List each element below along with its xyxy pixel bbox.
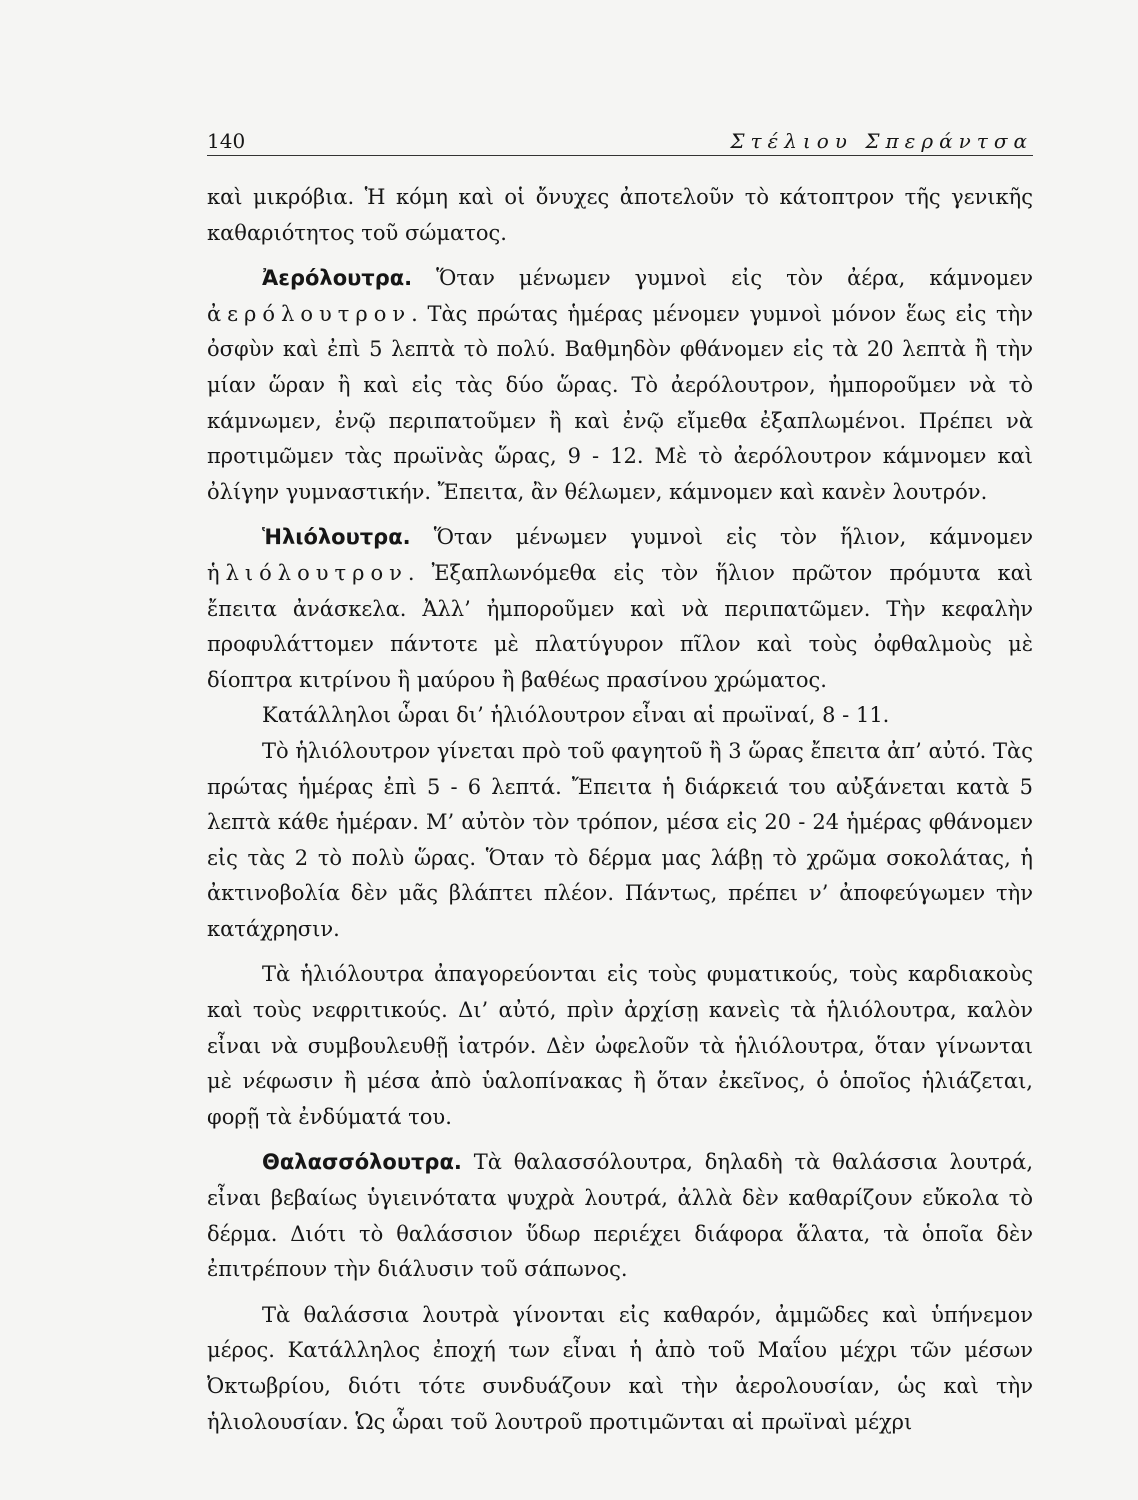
paragraph-text: Τὰ θαλασσόλουτρα, δηλαδὴ τὰ θαλάσσια λουτρά, εἶναι βεβαίως ὑγιεινότατα ψυχρὰ λουτρά, ἀλλὰ δὲν καθαρίζουν εὔκολα τὸ δέρμα. Διότι τὸ θαλάσσιον ὕδωρ περιέχει διάφορα ἅλατα, τὰ ὁποῖα δὲν ἐπιτρέπουν τὴν διάλυσιν τοῦ σάπωνος. bbox=[207, 1150, 1033, 1282]
section-heading-sun-baths: Ἡλιόλουτρα. bbox=[262, 525, 411, 550]
header-rule bbox=[207, 155, 1033, 156]
paragraph-sea-place bbox=[207, 1298, 1033, 1440]
paragraph-text: . Ἐξαπλωνόμεθα εἰς τὸν ἥλιον πρῶτον πρόμυτα καὶ ἔπειτα ἀνάσκελα. Ἀλλ’ ἠμποροῦμεν καὶ νὰ περιπατῶμεν. Τὴν κεφαλὴν προφυλάττομεν πάντοτε μὲ πλατύγυρον πῖλον καὶ τοὺς ὀφθαλμοὺς μὲ δίοπτρα κιτρίνου ἢ μαύρου ἢ βαθέως πρασίνου χρώματος. bbox=[207, 560, 1033, 692]
paragraph-text: Τὸ ἡλιόλουτρον γίνεται πρὸ τοῦ φαγητοῦ ἢ 3 ὥρας ἔπειτα ἀπ’ αὐτό. Τὰς πρώτας ἡμέρας ἐπὶ 5 - 6 λεπτά. Ἔπειτα ἡ διάρκειά του αὐξάνεται κατὰ 5 λεπτὰ κάθε ἡμέραν. Μ’ αὐτὸν τὸν τρόπον, μέσα εἰς 20 - 24 ἡμέρας φθάνομεν εἰς τὰς 2 τὸ πολὺ ὥρας. Ὅταν τὸ δέρμα μας λάβῃ τὸ χρῶμα σοκολάτας, ἡ ἀκτινοβολία δὲν μᾶς βλάπτει πλέον. Πάντως, πρέπει ν’ ἀποφεύγωμεν τὴν κατάχρησιν. bbox=[207, 738, 1033, 941]
body-text bbox=[207, 180, 1033, 1440]
paragraph-text: καὶ μικρόβια. Ἡ κόμη καὶ οἱ ὄνυχες ἀποτελοῦν τὸ κάτοπτρον τῆς γενικῆς καθαριότητος τοῦ σώματος. bbox=[207, 185, 1033, 245]
page-number: 140 bbox=[207, 129, 246, 153]
paragraph-intro bbox=[207, 180, 1033, 251]
page-header bbox=[207, 119, 1033, 153]
paragraph-sun-baths bbox=[207, 520, 1033, 698]
paragraph-air-baths bbox=[207, 261, 1033, 510]
paragraph-text: Τὰ ἡλιόλουτρα ἀπαγορεύονται εἰς τοὺς φυματικούς, τοὺς καρδιακοὺς καὶ τοὺς νεφριτικούς. Δι’ αὐτό, πρὶν ἀρχίσῃ κανεὶς τὰ ἡλιόλουτρα, καλὸν εἶναι νὰ συμβουλευθῇ ἰατρόν. Δὲν ὠφελοῦν τὰ ἡλιόλουτρα, ὅταν γίνωνται μὲ νέφωσιν ἢ μέσα ἀπὸ ὑαλοπίνακας ἢ ὅταν ἐκεῖνος, ὁ ὁποῖος ἡλιάζεται, φορῇ τὰ ἐνδύματά του. bbox=[207, 962, 1033, 1129]
paragraph-sun-hours bbox=[207, 698, 1033, 734]
paragraph-text: Τὰ θαλάσσια λουτρὰ γίνονται εἰς καθαρόν, ἀμμῶδες καὶ ὑπήνεμον μέρος. Κατάλληλος ἐποχή των εἶναι ἡ ἀπὸ τοῦ Μαΐου μέχρι τῶν μέσων Ὀκτωβρίου, διότι τότε συνδυάζουν καὶ τὴν ἀερολουσίαν, ὡς καὶ τὴν ἡλιολουσίαν. Ὡς ὧραι τοῦ λουτροῦ προτιμῶνται αἱ πρωϊναὶ μέχρι bbox=[207, 1302, 1033, 1434]
section-heading-air-baths: Ἀερόλουτρα. bbox=[262, 266, 413, 291]
paragraph-sun-duration bbox=[207, 734, 1033, 948]
running-head-author: Στέλιου Σπεράντσα bbox=[730, 129, 1033, 153]
paragraph-text: Ὅταν μένωμεν γυμνοὶ εἰς τὸν ἀέρα, κάμνομεν bbox=[412, 266, 1033, 291]
paragraph-text: Κατάλληλοι ὧραι δι’ ἡλιόλουτρον εἶναι αἱ πρωϊναί, 8 - 11. bbox=[262, 703, 890, 728]
section-heading-sea-baths: Θαλασσόλουτρα. bbox=[262, 1150, 462, 1175]
paragraph-sea-baths bbox=[207, 1145, 1033, 1287]
spaced-term: ἡλιόλουτρον bbox=[207, 560, 408, 585]
spaced-term: ἀερόλουτρον bbox=[207, 301, 412, 326]
paragraph-text: Ὅταν μένωμεν γυμνοὶ εἰς τὸν ἥλιον, κάμνομεν bbox=[410, 525, 1033, 550]
paragraph-text: . Τὰς πρώτας ἡμέρας μένομεν γυμνοὶ μόνον ἕως εἰς τὴν ὀσφὺν καὶ ἐπὶ 5 λεπτὰ τὸ πολύ. Βαθμηδὸν φθάνομεν εἰς τὰ 20 λεπτὰ ἢ τὴν μίαν ὥραν ἢ καὶ εἰς τὰς δύο ὥρας. Τὸ ἀερόλουτρον, ἠμποροῦμεν νὰ τὸ κάμνωμεν, ἐνῷ περιπατοῦμεν ἢ καὶ ἐνῷ εἴμεθα ἐξαπλωμένοι. Πρέπει νὰ προτιμῶμεν τὰς πρωϊνὰς ὥρας, 9 - 12. Μὲ τὸ ἀερόλουτρον κάμνομεν καὶ ὀλίγην γυμναστικήν. Ἔπειτα, ἂν θέλωμεν, κάμνομεν καὶ κανὲν λουτρόν. bbox=[207, 301, 1033, 504]
paragraph-sun-warnings bbox=[207, 957, 1033, 1135]
